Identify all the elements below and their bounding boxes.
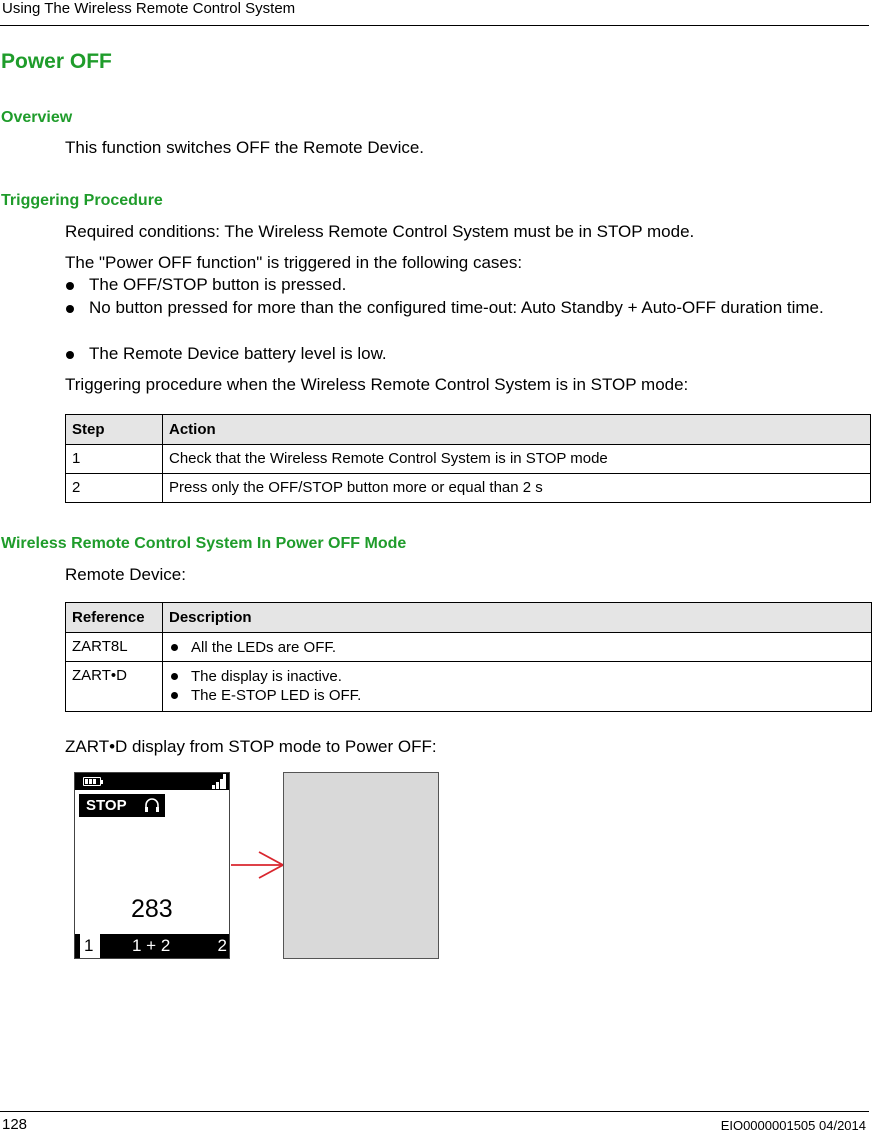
step-action-table [65,414,871,503]
table-cell: ZART•D [66,662,163,712]
softkey-right: 2 [217,936,227,955]
headphones-icon [142,795,162,815]
table-row [66,633,872,662]
table-cell: 1 [66,445,163,474]
page-title: Power OFF [1,50,112,73]
footer-divider [0,1111,869,1112]
power-off-mode-heading: Wireless Remote Control System In Power OFF Mode [1,535,407,552]
softkey-left: 1 [84,936,94,955]
list-item: The Remote Device battery level is low. [66,343,866,365]
table-header-description: Description [163,603,872,633]
table-cell: 2 [66,474,163,503]
triggering-intro-text: The "Power OFF function" is triggered in the following cases: [65,253,523,272]
device-softkey-bar [75,934,229,958]
table-cell [163,633,872,662]
display-caption: ZART•D display from STOP mode to Power OFF: [65,737,437,756]
selection-marker [75,934,80,958]
table-row [66,445,871,474]
overview-heading: Overview [1,109,73,126]
list-item: The E-STOP LED is OFF. [169,686,865,705]
device-screen-power-off [283,772,439,959]
table-row [66,662,872,712]
table-cell: ZART8L [66,633,163,662]
list-item: The display is inactive. [169,667,865,686]
table-cell: Press only the OFF/STOP button more or equal than 2 s [163,474,871,503]
list-item: The OFF/STOP button is pressed. [66,274,866,296]
table-cell [163,662,872,712]
triggering-heading: Triggering Procedure [1,192,163,209]
list-item: No button pressed for more than the configured time-out: Auto Standby + Auto-OFF duration time. [66,297,856,319]
battery-icon [83,777,101,786]
device-status-bar [75,773,229,790]
table-row [66,474,871,503]
document-reference: EIO0000001505 04/2014 [720,1118,866,1133]
stop-mode-indicator [79,794,165,817]
page-number: 128 [2,1116,28,1133]
stop-mode-label: STOP [86,797,127,814]
bullet-icon [66,282,74,290]
reference-description-table [65,602,872,712]
device-screen-stop-mode [74,772,230,959]
bullet-icon [66,305,74,313]
procedure-intro-text: Triggering procedure when the Wireless Remote Control System is in STOP mode: [65,375,689,394]
signal-icon [212,774,226,789]
overview-text: This function switches OFF the Remote Device. [65,138,425,157]
running-header-title: Using The Wireless Remote Control System [2,0,296,17]
softkey-middle: 1 + 2 [132,936,171,955]
list-item: All the LEDs are OFF. [169,638,865,657]
required-conditions-text: Required conditions: The Wireless Remote Control System must be in STOP mode. [65,222,695,241]
table-header-action: Action [163,415,871,445]
table-cell: Check that the Wireless Remote Control System is in STOP mode [163,445,871,474]
table-header-reference: Reference [66,603,163,633]
softkey-highlight [100,934,229,958]
arrow-right-icon [229,850,285,880]
bullet-icon [66,351,74,359]
counter-value: 283 [131,895,173,923]
running-header [0,0,869,26]
table-header-step: Step [66,415,163,445]
remote-device-label: Remote Device: [65,565,186,584]
